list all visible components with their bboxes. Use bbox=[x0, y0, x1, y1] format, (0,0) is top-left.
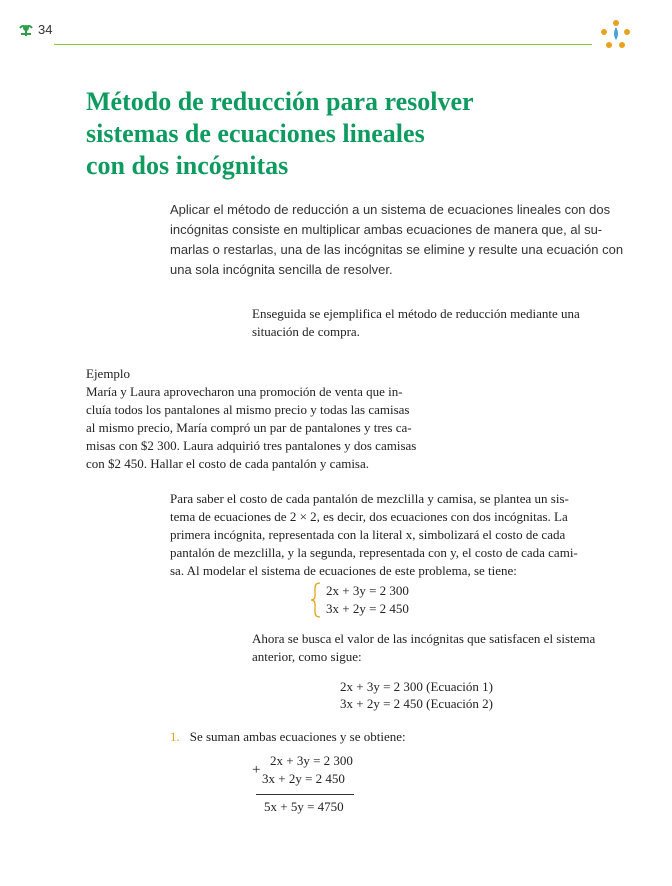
paragraph-line: pantalón de mezclilla, y la segunda, representada con y, el costo de cada cami- bbox=[170, 545, 578, 560]
paragraph-line: Ahora se busca el valor de las incógnitas que satisfacen el sistema bbox=[252, 631, 596, 646]
paragraph-line: Para saber el costo de cada pantalón de mezclilla y camisa, se plantea un sis- bbox=[170, 491, 569, 506]
page-title bbox=[86, 86, 566, 182]
plus-sign: + bbox=[252, 762, 261, 778]
sum-result: 5x + 5y = 4750 bbox=[264, 799, 344, 814]
system-equation-2: 3x + 2y = 2 450 bbox=[326, 601, 409, 616]
title-line: sistemas de ecuaciones lineales bbox=[86, 119, 425, 148]
title-line: con dos incógnitas bbox=[86, 151, 289, 180]
paragraph-line: primera incógnita, representada con la literal x, simbolizará el costo de cada bbox=[170, 527, 566, 542]
example-text bbox=[86, 383, 426, 473]
step-number: 1. bbox=[170, 729, 180, 744]
paragraph-line: Enseguida se ejemplifica el método de reducción mediante una bbox=[252, 306, 580, 321]
paragraph-line: sa. Al modelar el sistema de ecuaciones de este problema, se tiene: bbox=[170, 563, 517, 578]
sum-row-2: 3x + 2y = 2 450 bbox=[262, 771, 345, 786]
paragraph-line: misas con $2 300. Laura adquirió tres pantalones y dos camisas bbox=[86, 438, 417, 453]
sum-rule bbox=[256, 794, 354, 795]
orange-swirl-logo-icon bbox=[600, 18, 632, 50]
paragraph-line: tema de ecuaciones de 2 × 2, es decir, dos ecuaciones con dos incógnitas. La bbox=[170, 509, 568, 524]
paragraph-line: marlas o restarlas, una de las incógnitas se elimine y resulte una ecuación con bbox=[170, 242, 624, 257]
example-label bbox=[86, 365, 130, 383]
explanation-paragraph bbox=[170, 490, 590, 580]
labeled-equations bbox=[340, 678, 493, 712]
step-item bbox=[170, 728, 406, 746]
step-text: Se suman ambas ecuaciones y se obtiene: bbox=[189, 729, 406, 744]
brace-icon bbox=[310, 582, 322, 618]
labeled-equation: 3x + 2y = 2 450 (Ecuación 2) bbox=[340, 696, 493, 711]
example-label-text: Ejemplo bbox=[86, 366, 131, 381]
paragraph-line: incógnitas consiste en multiplicar ambas ecuaciones de manera que, al su- bbox=[170, 222, 603, 237]
ahora-paragraph bbox=[252, 630, 596, 666]
equation-system bbox=[310, 582, 430, 618]
paragraph-line: al mismo precio, María compró un par de pantalones y tres ca- bbox=[86, 420, 412, 435]
green-sprout-icon bbox=[18, 22, 34, 38]
header-rule bbox=[54, 44, 592, 45]
equation-sum bbox=[252, 752, 362, 818]
paragraph-line: Aplicar el método de reducción a un sistema de ecuaciones lineales con dos bbox=[170, 202, 611, 217]
labeled-equation: 2x + 3y = 2 300 (Ecuación 1) bbox=[340, 679, 493, 694]
paragraph-line: anterior, como sigue: bbox=[252, 649, 362, 664]
sum-row-1: 2x + 3y = 2 300 bbox=[270, 753, 353, 768]
title-line: Método de reducción para resolver bbox=[86, 87, 474, 116]
paragraph-line: María y Laura aprovecharon una promoción de venta que in- bbox=[86, 384, 403, 399]
intro-paragraph bbox=[170, 200, 624, 280]
paragraph-line: situación de compra. bbox=[252, 324, 360, 339]
paragraph-line: cluía todos los pantalones al mismo precio y todas las camisas bbox=[86, 402, 410, 417]
page-number: 34 bbox=[38, 22, 53, 37]
system-equation-1: 2x + 3y = 2 300 bbox=[326, 583, 409, 598]
enseguida-paragraph bbox=[252, 305, 592, 341]
paragraph-line: con $2 450. Hallar el costo de cada pantalón y camisa. bbox=[86, 456, 370, 471]
paragraph-line: una sola incógnita sencilla de resolver. bbox=[170, 262, 393, 277]
